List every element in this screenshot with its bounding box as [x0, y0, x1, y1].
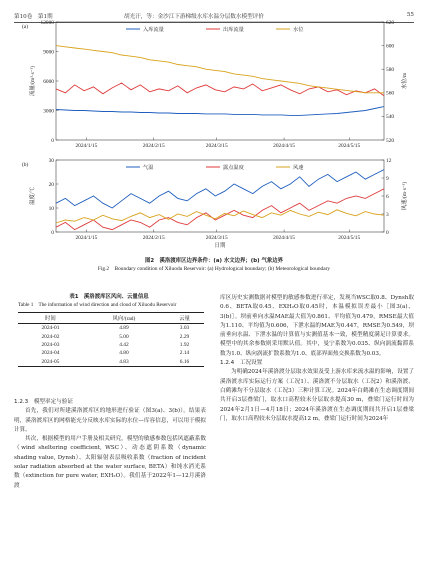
- table-title-en: Table 1 The information of wind direction and cloud of Xiluodu Reservoir: [18, 302, 177, 308]
- y-tick-label-right: 620: [386, 19, 395, 26]
- y-tick-label-right: 540: [386, 114, 395, 121]
- y-tick-label-left: 10: [48, 205, 54, 212]
- y-tick-label-right: 0: [386, 229, 389, 236]
- right-body-column: [220, 294, 414, 424]
- y-axis-label-right: 风速/(m·s⁻¹): [402, 181, 408, 211]
- x-tick-label: 2024/1/15: [75, 235, 98, 241]
- y-tick-label-right: 6: [386, 193, 389, 200]
- x-tick-label: 2024/2/15: [142, 143, 165, 149]
- col-header-wind-direction: 风向/(rad): [83, 312, 165, 323]
- x-tick-label: 2024/1/15: [75, 143, 98, 149]
- col-header-time: 时间: [18, 312, 83, 323]
- table-cell: 1.92: [179, 341, 190, 348]
- table-cell: 6.16: [165, 357, 204, 366]
- series-line-2: [56, 210, 384, 223]
- y-axis-label-left: 流量/(m³·s⁻¹): [30, 65, 36, 97]
- y-tick-label-right: 3: [386, 211, 389, 218]
- table-cell: 4.83: [83, 357, 165, 366]
- table-row: [18, 332, 204, 340]
- legend-label: 出库流量: [223, 27, 244, 33]
- table-cell: 2024-05: [18, 357, 83, 366]
- legend-label: 露点温度: [223, 165, 244, 171]
- x-tick-label: 2024/4/15: [273, 143, 296, 149]
- x-tick-label: 2024/4/15: [273, 235, 296, 241]
- table-title-cn: 表1 溪洛渡库区风向、云量信息: [69, 294, 149, 300]
- table-header-row: [18, 312, 204, 323]
- series-line-0: [56, 107, 384, 116]
- article-authors-title: 胡光汗，等：金沙江下游梯级水库水温分层数水模型评价: [124, 14, 264, 20]
- x-tick-label: 2024/3/15: [205, 143, 228, 149]
- table-row: [18, 341, 204, 349]
- journal-issue: 第10卷 第1期: [14, 14, 53, 20]
- table-cell: 4.42: [119, 341, 129, 348]
- x-axis-label: 日期: [214, 243, 226, 249]
- y-tick-label-left: 6000: [43, 78, 54, 85]
- table-cell: 2024-04: [41, 350, 60, 357]
- y-tick-label-right: 520: [386, 137, 395, 144]
- panel-a-chart: [22, 20, 408, 149]
- table-row: [18, 323, 204, 332]
- y-tick-label-right: 9: [386, 175, 389, 182]
- y-tick-label-left: 3000: [43, 108, 54, 115]
- figure-caption-cn: 图2 溪洛渡库区边界条件：(a) 水文边界；(b) 气象边界: [144, 258, 284, 264]
- y-tick-label-right: 580: [386, 67, 395, 73]
- y-tick-label-left: 12000: [40, 19, 54, 26]
- left-body-column: [14, 398, 206, 491]
- table-1: [14, 292, 204, 367]
- x-tick-label: 2024/2/15: [142, 235, 165, 241]
- x-tick-label: 2024/5/15: [338, 235, 361, 241]
- legend-label: 入库流量: [143, 27, 164, 33]
- legend-label: 水位: [293, 27, 304, 33]
- x-tick-label: 2024/5/15: [338, 143, 361, 149]
- table-cell: 2.14: [179, 350, 190, 357]
- panel-label: (b): [22, 162, 29, 168]
- figure-2: [0, 0, 427, 258]
- y-tick-label-left: 20: [48, 181, 54, 188]
- table-cell: 2024-01: [41, 325, 60, 332]
- y-tick-label-left: 0: [51, 229, 54, 236]
- table-cell: 5.00: [119, 333, 129, 340]
- body-paragraph: 为明确2024年溪洛渡分层取水效果及受上游水库来流水温的影响，设置了溪洛渡水库实际运行方案（工况1）、溪洛渡不分层取水（工况2）和溪洛渡、白鹤滩均不分层取水（工况3）三种计算工况。2024年白鹤滩在生态调度期间共开启3层叠梁门，取水口高程较未分层取水提高30 m，叠梁门运行时间为2024年2月1日—4月18日；2024年溪洛渡在生态调度期间共开启1层叠梁门，取水口高程较未分层取水提高12 m，叠梁门运行时间为2024年: [220, 369, 414, 422]
- y-tick-label-left: 9000: [43, 49, 54, 56]
- table-row: [18, 357, 204, 366]
- figure-caption-en: Fig.2 Boundary condition of Xiluodu Reservoir: (a) Hydrological boundary; (b) Meteorological boundary: [97, 266, 331, 272]
- y-tick-label-left: 0: [51, 137, 54, 144]
- series-line-2: [56, 46, 384, 93]
- table-cell: 2.29: [179, 333, 190, 340]
- body-paragraph: 其次，根据模型的用户手册及相关研究，模型的敏感参数包括风遮蔽系数（wind sheltering coefficient, WSC）、动态遮阴系数（dynamic shading value, Dynsh）、太阳辐射表层吸收系数（fraction of incident solar radiation absorbed at the water surface, BETA）和纯水消光系数（extinction for pure water, EXH₂O）。我们基于2022年1—12月溪洛渡: [14, 436, 206, 489]
- table-row: [18, 349, 204, 357]
- table-cell: 3.03: [179, 325, 190, 332]
- y-tick-label-right: 560: [386, 90, 395, 97]
- plot-frame: [56, 160, 384, 232]
- table-cell: 2024-03: [41, 341, 60, 348]
- wind-cloud-table: [18, 312, 204, 367]
- body-paragraph: 库区历史实测数据对模型的敏感参数进行率定，发现当WSC取0.8、Dynsh取0.6、BETA取0.45、EXH₂O取0.45时，本温模拟误差最小［图3(a)、3(b)］。坝前垂向水温MAE最大值为0.861、平均值为0.479，RMSE最大值为1.110、平均值为0.606，下泄水温的MAE为0.447，RMSE为0.549，坝前垂向水温、下泄水温的计算值与实测值基本一致，模型精度满足计算要求。模型中的其余参数则采用默认值。其中，曼宁系数为0.035、纵向涡流黏滞系数为1.0、纵向涡流扩散系数为1.0、底部界面热交换系数为0.03。: [220, 295, 414, 357]
- section-heading-1-2-3: 1.2.3 模型率定与验证: [14, 399, 73, 405]
- x-tick-label: 2024/3/15: [205, 235, 228, 241]
- col-header-cloud: 云量: [165, 312, 204, 323]
- y-tick-label-right: 12: [386, 157, 392, 164]
- legend-label: 气温: [143, 165, 154, 171]
- table-cell: 4.89: [119, 325, 129, 332]
- panel-b-chart: [22, 158, 408, 249]
- y-tick-label-left: 30: [48, 157, 54, 164]
- y-tick-label-right: 600: [386, 43, 395, 50]
- y-axis-label-left: 温度/℃: [30, 187, 36, 205]
- page-number: 55: [406, 12, 414, 18]
- y-axis-label-right: 水位/m: [402, 72, 408, 90]
- section-heading-1-2-4: 1.2.4 工况设置: [220, 360, 263, 367]
- legend-label: 风速: [293, 165, 304, 171]
- panel-label: (a): [22, 24, 28, 30]
- body-paragraph: 首先，我们对所建溪洛渡库区的地形进行验证（图3(a)、3(b)），结果表明，溪洛渡库区的网格能充分反映水库实际的水位—库容信息，可以用于模拟计算。: [14, 408, 206, 433]
- plot-frame: [56, 22, 384, 140]
- table-cell: 2024-02: [41, 333, 60, 340]
- table-cell: 4.80: [119, 350, 129, 357]
- series-line-1: [56, 189, 384, 230]
